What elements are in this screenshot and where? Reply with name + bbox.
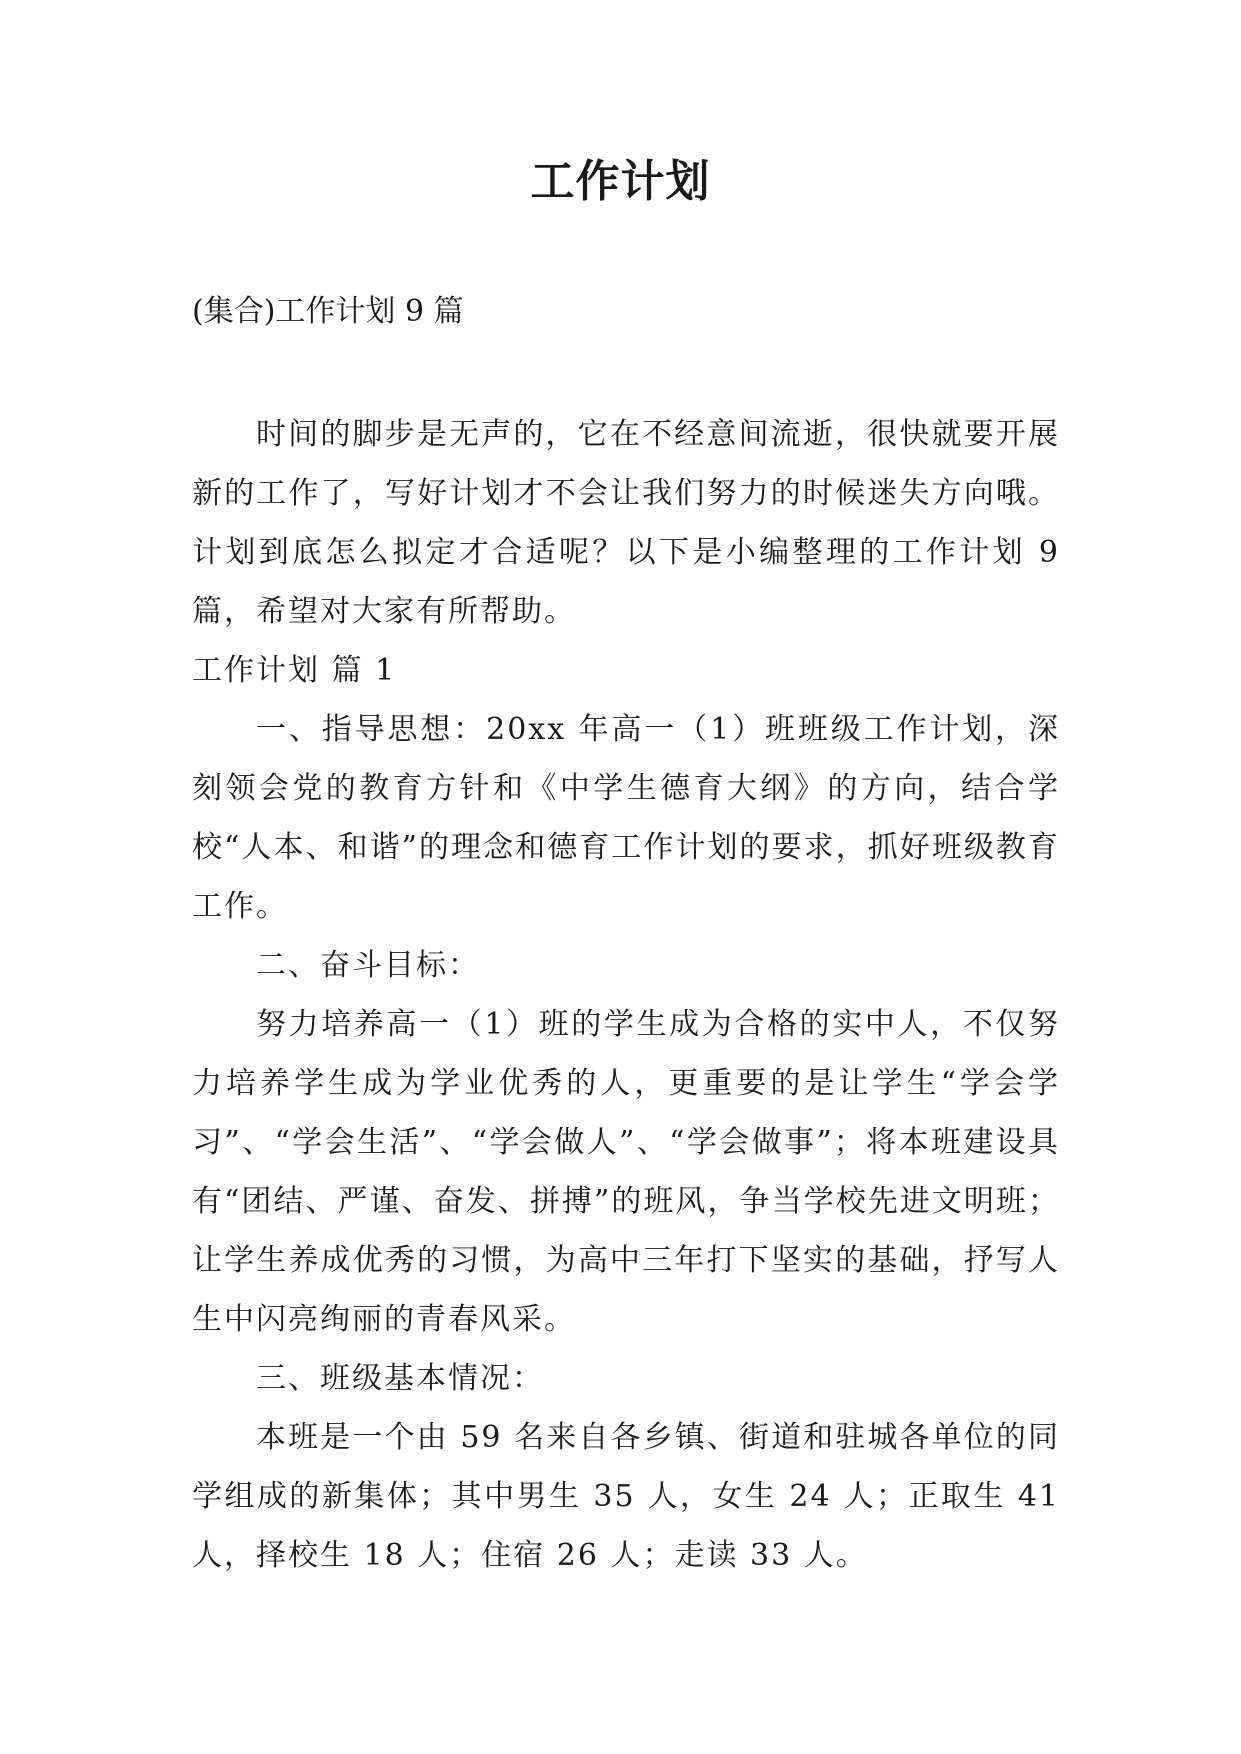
class-info-paragraph: 本班是一个由 59 名来自各乡镇、街道和驻城各单位的同学组成的新集体；其中男生 35 人，女生 24 人；正取生 41 人，择校生 18 人；住宿 26 人；走读 33 人。	[192, 1420, 1060, 1573]
document-subtitle: (集合)工作计划 9 篇	[192, 294, 464, 329]
document-body	[192, 405, 1060, 1585]
intro-paragraph: 时间的脚步是无声的，它在不经意间流逝，很快就要开展新的工作了，写好计划才不会让我们努力的时候迷失方向哦。计划到底怎么拟定才合适呢？以下是小编整理的工作计划 9 篇，希望对大家有所帮助。	[192, 417, 1060, 629]
document-title: 工作计划	[530, 156, 711, 207]
class-info-heading: 三、班级基本情况：	[256, 1361, 544, 1396]
section-heading: 工作计划 篇 1	[192, 653, 397, 688]
guiding-thought-paragraph: 一、指导思想：20xx 年高一（1）班班级工作计划，深刻领会党的教育方针和《中学生德育大纲》的方向，结合学校“人本、和谐”的理念和德育工作计划的要求，抓好班级教育工作。	[192, 712, 1060, 924]
goals-heading: 二、奋斗目标：	[256, 948, 480, 983]
goals-paragraph: 努力培养高一（1）班的学生成为合格的实中人，不仅努力培养学生成为学业优秀的人，更重要的是让学生“学会学习”、“学会生活”、“学会做人”、“学会做事”；将本班建设具有“团结、严谨、奋发、拼搏”的班风，争当学校先进文明班；让学生养成优秀的习惯，为高中三年打下坚实的基础，抒写人生中闪亮绚丽的青春风采。	[192, 1007, 1060, 1337]
